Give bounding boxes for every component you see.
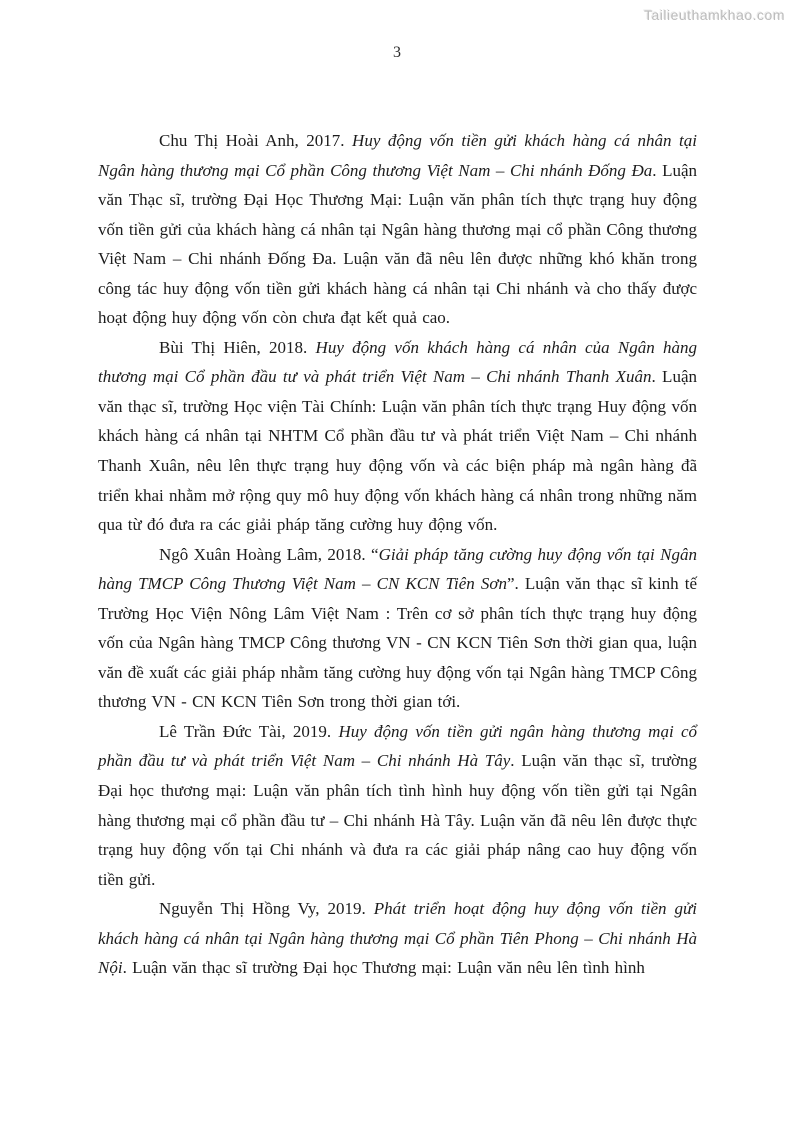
reference-text: ”. Luận văn thạc sĩ kinh tế Trường Học Viện Nông Lâm Việt Nam : Trên cơ sở phân tích thực trạng huy động vốn của Ngân hàng TMCP Công thương VN - CN KCN Tiên Sơn thời gian qua, luận văn đề xuất các giải pháp nhằm tăng cường huy động vốn tại Ngân hàng TMCP Công thương VN - CN KCN Tiên Sơn trong thời gian tới. bbox=[98, 574, 697, 712]
reference-title-italic: Giải pháp tăng cường huy động vốn tại Ngân hàng TMCP Công Thương Việt Nam – CN KCN Tiên Sơn bbox=[98, 544, 697, 594]
reference-paragraph bbox=[98, 540, 697, 717]
reference-text: . Luận văn thạc sĩ, trường Học viện Tài Chính: Luận văn phân tích thực trạng Huy động vốn khách hàng cá nhân tại NHTM Cổ phần đầu tư và phát triển Việt Nam – Chi nhánh Thanh Xuân, nêu lên thực trạng huy động vốn và các biện pháp mà ngân hàng đã triển khai nhằm mở rộng quy mô huy động vốn khách hàng cá nhân trong những năm qua từ đó đưa ra các giải pháp tăng cường huy động vốn. bbox=[98, 367, 697, 535]
reference-text: Chu Thị Hoài Anh, 2017. bbox=[159, 131, 353, 150]
reference-paragraph bbox=[98, 126, 697, 333]
reference-paragraph bbox=[98, 894, 697, 983]
reference-paragraph bbox=[98, 333, 697, 540]
document-body bbox=[98, 126, 697, 983]
reference-text: Lê Trần Đức Tài, 2019. bbox=[159, 721, 339, 741]
reference-text: Bùi Thị Hiên, 2018. bbox=[159, 337, 316, 357]
reference-title-italic: Phát triển hoạt động huy động vốn tiền gửi khách hàng cá nhân tại Ngân hàng thương mại Cổ phần Tiên Phong – Chi nhánh Hà Nội bbox=[98, 899, 697, 978]
reference-text: . Luận văn thạc sĩ, trường Đại học thương mại: Luận văn phân tích tình hình huy động vốn tiền gửi tại Ngân hàng thương mại cổ phần đầu tư – Chi nhánh Hà Tây. Luận văn đã nêu lên được thực trạng huy động vốn tại Chi nhánh và đưa ra các giải pháp nâng cao huy động vốn tiền gửi. bbox=[98, 751, 697, 889]
reference-paragraph bbox=[98, 717, 697, 894]
reference-text: . Luận văn thạc sĩ trường Đại học Thương mại: Luận văn nêu lên tình hình bbox=[122, 958, 645, 978]
reference-title-italic: Huy động vốn tiền gửi ngân hàng thương mại cổ phần đầu tư và phát triển Việt Nam – Chi nhánh Hà Tây bbox=[98, 721, 697, 771]
reference-title-italic: Huy động vốn tiền gửi khách hàng cá nhân tại Ngân hàng thương mại Cổ phần Công thương Việt Nam – Chi nhánh Đống Đa bbox=[98, 131, 698, 180]
reference-title-italic: Huy động vốn khách hàng cá nhân của Ngân hàng thương mại Cổ phần đầu tư và phát triển Việt Nam – Chi nhánh Thanh Xuân bbox=[98, 337, 697, 387]
reference-text: Ngô Xuân Hoàng Lâm, 2018. “ bbox=[159, 544, 379, 564]
reference-text: . Luận văn Thạc sĩ, trường Đại Học Thương Mại: Luận văn phân tích thực trạng huy động vốn tiền gửi của khách hàng cá nhân tại Ngân hàng thương mại cổ phần Công thương Việt Nam – Chi nhánh Đống Đa. Luận văn đã nêu lên được những khó khăn trong công tác huy động vốn tiền gửi khách hàng cá nhân tại Chi nhánh và cho thấy được hoạt động huy động vốn còn chưa đạt kết quả cao. bbox=[98, 160, 697, 328]
reference-text: Nguyễn Thị Hồng Vy, 2019. bbox=[159, 899, 374, 919]
page-number: 3 bbox=[393, 44, 401, 61]
watermark-text: Tailieuthamkhao.com bbox=[643, 7, 785, 23]
